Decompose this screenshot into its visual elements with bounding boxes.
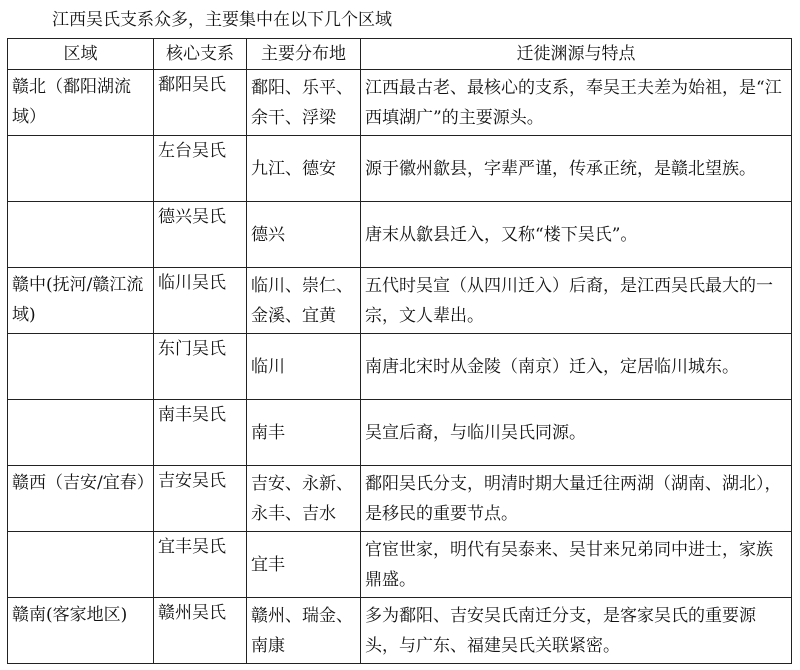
cell-distribution: 鄱阳、乐平、余干、浮梁 xyxy=(247,70,361,136)
cell-region: 赣西（吉安/宜春） xyxy=(8,466,154,532)
header-branch: 核心支系 xyxy=(154,39,247,70)
cell-branch: 东门吴氏 xyxy=(154,334,247,400)
cell-branch: 南丰吴氏 xyxy=(154,400,247,466)
cell-description: 南唐北宋时从金陵（南京）迁入，定居临川城东。 xyxy=(361,334,792,400)
cell-description: 官宦世家，明代有吴泰来、吴甘来兄弟同中进士，家族鼎盛。 xyxy=(361,532,792,598)
cell-branch: 鄱阳吴氏 xyxy=(154,70,247,136)
cell-region xyxy=(8,202,154,268)
cell-distribution: 南丰 xyxy=(247,400,361,466)
cell-region xyxy=(8,532,154,598)
cell-branch: 临川吴氏 xyxy=(154,268,247,334)
cell-description: 吴宣后裔，与临川吴氏同源。 xyxy=(361,400,792,466)
table-row xyxy=(8,70,792,136)
cell-distribution: 赣州、瑞金、南康 xyxy=(247,598,361,664)
cell-region xyxy=(8,400,154,466)
cell-distribution: 吉安、永新、永丰、吉水 xyxy=(247,466,361,532)
cell-description: 五代时吴宣（从四川迁入）后裔，是江西吴氏最大的一宗，文人辈出。 xyxy=(361,268,792,334)
table-row xyxy=(8,136,792,202)
cell-description: 源于徽州歙县，字辈严谨，传承正统，是赣北望族。 xyxy=(361,136,792,202)
cell-region: 赣中(抚河/赣江流域) xyxy=(8,268,154,334)
table-row xyxy=(8,466,792,532)
table-row xyxy=(8,532,792,598)
cell-branch: 宜丰吴氏 xyxy=(154,532,247,598)
cell-branch: 赣州吴氏 xyxy=(154,598,247,664)
cell-branch: 德兴吴氏 xyxy=(154,202,247,268)
table-row xyxy=(8,334,792,400)
cell-region xyxy=(8,136,154,202)
table-row xyxy=(8,400,792,466)
table-header-row xyxy=(8,39,792,70)
cell-distribution: 德兴 xyxy=(247,202,361,268)
cell-region: 赣北（鄱阳湖流域） xyxy=(8,70,154,136)
cell-description: 多为鄱阳、吉安吴氏南迁分支，是客家吴氏的重要源头，与广东、福建吴氏关联紧密。 xyxy=(361,598,792,664)
table-row xyxy=(8,202,792,268)
header-description: 迁徙渊源与特点 xyxy=(361,39,792,70)
cell-description: 唐末从歙县迁入，又称“楼下吴氏”。 xyxy=(361,202,792,268)
header-region: 区域 xyxy=(8,39,154,70)
cell-description: 江西最古老、最核心的支系，奉吴王夫差为始祖，是“江西填湖广”的主要源头。 xyxy=(361,70,792,136)
wu-clan-table xyxy=(7,38,792,664)
cell-distribution: 临川、崇仁、金溪、宜黄 xyxy=(247,268,361,334)
cell-region: 赣南(客家地区) xyxy=(8,598,154,664)
table-row xyxy=(8,268,792,334)
cell-distribution: 临川 xyxy=(247,334,361,400)
cell-branch: 吉安吴氏 xyxy=(154,466,247,532)
cell-region xyxy=(8,334,154,400)
cell-description: 鄱阳吴氏分支，明清时期大量迁往两湖（湖南、湖北），是移民的重要节点。 xyxy=(361,466,792,532)
cell-distribution: 宜丰 xyxy=(247,532,361,598)
header-distribution: 主要分布地 xyxy=(247,39,361,70)
cell-branch: 左台吴氏 xyxy=(154,136,247,202)
intro-text: 江西吴氏支系众多，主要集中在以下几个区域 xyxy=(52,10,392,30)
cell-distribution: 九江、德安 xyxy=(247,136,361,202)
table-row xyxy=(8,598,792,664)
